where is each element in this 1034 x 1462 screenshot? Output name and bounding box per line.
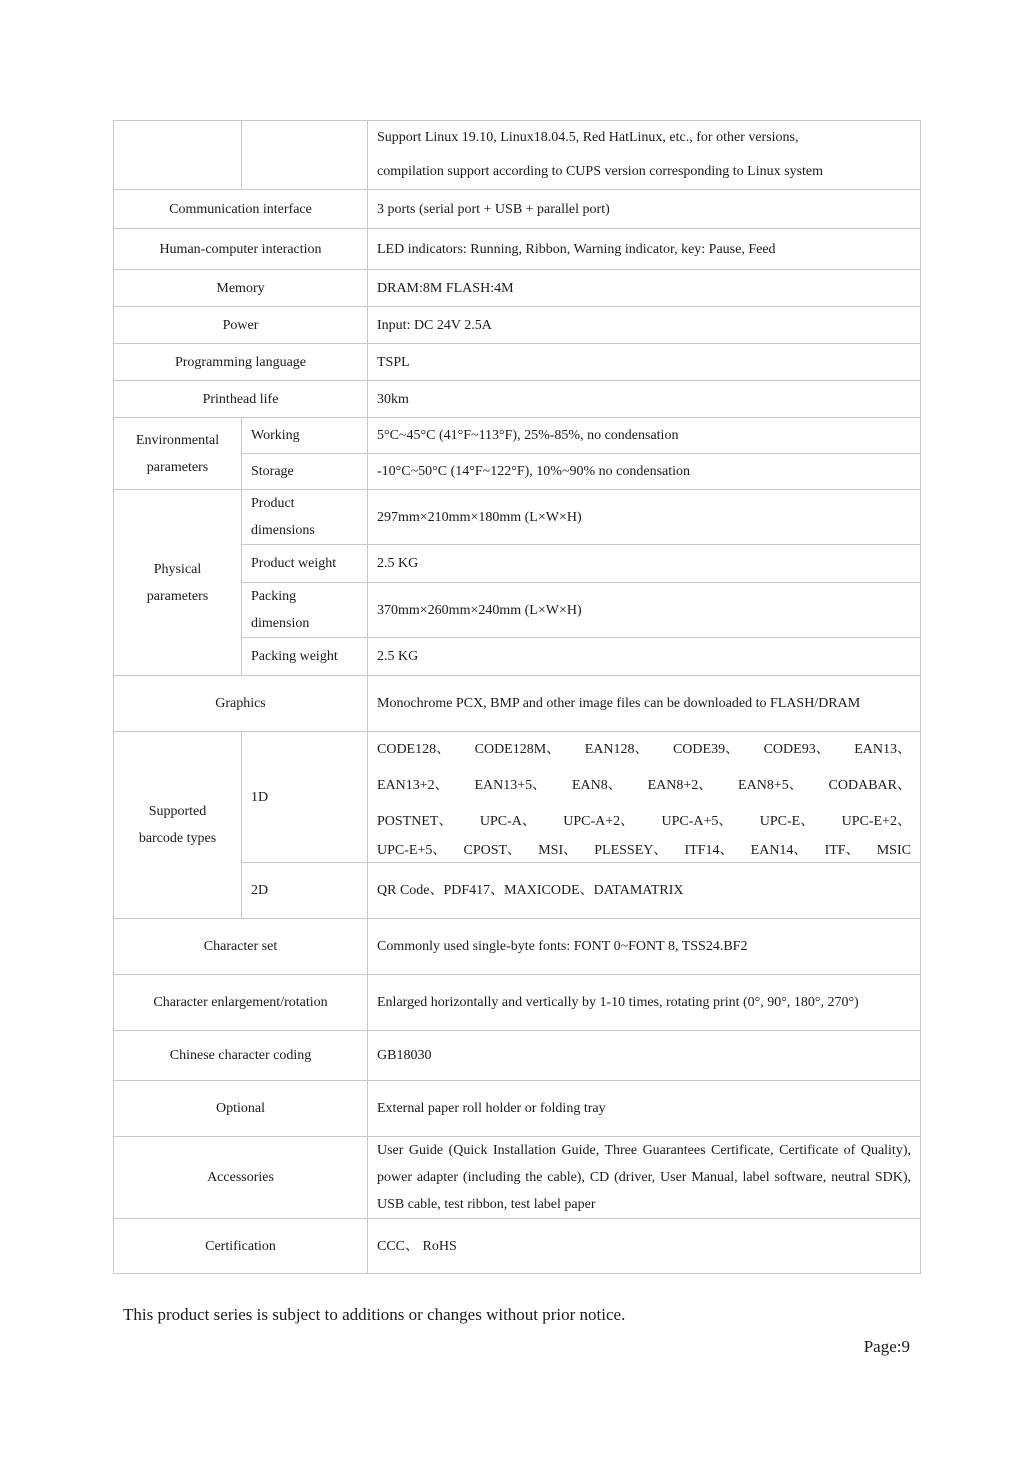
graphics-value: Monochrome PCX, BMP and other image files can be downloaded to FLASH/DRAM [368, 676, 921, 732]
barcode-item: UPC-E+5、 [377, 843, 447, 858]
hci-label: Human-computer interaction [114, 229, 368, 270]
env-label-line-1: Environmental [135, 432, 220, 448]
barcode-item: EAN8+5、 [738, 778, 803, 793]
barcode-item: ITF、 [824, 843, 860, 858]
spec-table [113, 120, 921, 1274]
enlarge-label: Character enlargement/rotation [114, 975, 368, 1031]
prog-label: Programming language [114, 344, 368, 381]
barcode-item: UPC-A+2、 [563, 814, 635, 829]
table-row [114, 676, 921, 732]
storage-label: Storage [242, 454, 368, 490]
packw-label: Packing weight [242, 638, 368, 676]
comm-label: Communication interface [114, 190, 368, 229]
table-row [114, 1031, 921, 1081]
os-support-line-2: compilation support according to CUPS version corresponding to Linux system [377, 164, 824, 179]
optional-value: External paper roll holder or folding tray [368, 1081, 921, 1137]
barcode-item: CODE39、 [672, 742, 740, 757]
barcode-item: CODE128M、 [474, 742, 561, 757]
chinese-value: GB18030 [368, 1031, 921, 1081]
empty-cell [114, 121, 242, 190]
os-support-value [368, 121, 921, 190]
power-label: Power [114, 307, 368, 344]
table-row [114, 381, 921, 418]
barcode-item: EAN13+5、 [474, 778, 547, 793]
dim-label-line-2: dimensions [251, 523, 315, 538]
prog-value: TSPL [368, 344, 921, 381]
barcode-item: EAN14、 [750, 843, 808, 858]
os-support-line-1: Support Linux 19.10, Linux18.04.5, Red HatLinux, etc., for other versions, [377, 130, 799, 145]
comm-value: 3 ports (serial port + USB + parallel port) [368, 190, 921, 229]
barcode-item: UPC-E、 [759, 814, 815, 829]
table-row [114, 344, 921, 381]
barcode-item: EAN13、 [854, 742, 911, 757]
barcode-item: CODE93、 [763, 742, 830, 757]
table-row [114, 307, 921, 344]
pack-label-line-1: Packing [251, 589, 297, 604]
pack-value: 370mm×260mm×240mm (L×W×H) [368, 583, 921, 638]
packw-value: 2.5 KG [368, 638, 921, 676]
table-row [114, 190, 921, 229]
barcode-item: POSTNET、 [377, 814, 453, 829]
chinese-label: Chinese character coding [114, 1031, 368, 1081]
empty-cell [242, 121, 368, 190]
footer-note: This product series is subject to additions or changes without prior notice. [123, 1305, 626, 1324]
printhead-value: 30km [368, 381, 921, 418]
phys-label [114, 490, 242, 676]
table-row [114, 418, 921, 454]
accessories-label: Accessories [114, 1137, 368, 1219]
barcode-line [377, 732, 911, 768]
certification-value: CCC、 RoHS [368, 1219, 921, 1274]
table-row [114, 732, 921, 863]
barcode-item: EAN128、 [584, 742, 649, 757]
table-row [114, 121, 921, 190]
env-label-line-2: parameters [146, 459, 209, 475]
dim-value: 297mm×210mm×180mm (L×W×H) [368, 490, 921, 545]
pack-label [242, 583, 368, 638]
optional-label: Optional [114, 1081, 368, 1137]
enlarge-value: Enlarged horizontally and vertically by 1-10 times, rotating print (0°, 90°, 180°, 270°) [368, 975, 921, 1031]
barcode-item: PLESSEY、 [594, 843, 668, 858]
table-row [114, 229, 921, 270]
table-row [114, 919, 921, 975]
phys-label-line-2: parameters [146, 588, 209, 604]
d1-label: 1D [242, 732, 368, 863]
weight-label: Product weight [242, 545, 368, 583]
d2-value: QR Code、PDF417、MAXICODE、DATAMATRIX [368, 863, 921, 919]
working-label: Working [242, 418, 368, 454]
d2-label: 2D [242, 863, 368, 919]
power-value: Input: DC 24V 2.5A [368, 307, 921, 344]
dim-label [242, 490, 368, 545]
barcode-item: MSIC [876, 843, 911, 858]
table-row [114, 1137, 921, 1219]
barcode-label-line-1: Supported [148, 804, 207, 819]
barcode-item: UPC-A+5、 [661, 814, 733, 829]
dim-label-line-1: Product [251, 496, 295, 511]
storage-value: -10°C~50°C (14°F~122°F), 10%~90% no condensation [368, 454, 921, 490]
charset-label: Character set [114, 919, 368, 975]
env-label [114, 418, 242, 490]
table-row [114, 1219, 921, 1274]
phys-label-line-1: Physical [153, 561, 202, 577]
barcode-item: EAN8+2、 [647, 778, 713, 793]
barcode-item: CODE128、 [377, 742, 451, 757]
barcode-line [377, 768, 911, 804]
graphics-label: Graphics [114, 676, 368, 732]
pack-label-line-2: dimension [251, 616, 310, 631]
table-row [114, 490, 921, 545]
memory-value: DRAM:8M FLASH:4M [368, 270, 921, 307]
table-row [114, 975, 921, 1031]
barcode-label-line-2: barcode types [138, 831, 217, 846]
hci-value: LED indicators: Running, Ribbon, Warning indicator, key: Pause, Feed [368, 229, 921, 270]
barcode-label [114, 732, 242, 919]
working-value: 5°C~45°C (41°F~113°F), 25%-85%, no condensation [368, 418, 921, 454]
d1-value [368, 732, 921, 863]
barcode-item: EAN13+2、 [377, 778, 449, 793]
table-row [114, 270, 921, 307]
barcode-item: CPOST、 [463, 843, 522, 858]
barcode-item: CODABAR、 [828, 778, 911, 793]
barcode-item: MSI、 [538, 843, 578, 858]
page-number: Page:9 [863, 1337, 910, 1356]
barcode-item: ITF14、 [684, 843, 734, 858]
charset-value: Commonly used single-byte fonts: FONT 0~FONT 8, TSS24.BF2 [368, 919, 921, 975]
weight-value: 2.5 KG [368, 545, 921, 583]
table-row [114, 1081, 921, 1137]
barcode-item: UPC-E+2、 [841, 814, 911, 829]
barcode-item: UPC-A、 [479, 814, 536, 829]
printhead-label: Printhead life [114, 381, 368, 418]
accessories-value: User Guide (Quick Installation Guide, Three Guarantees Certificate, Certificate of Quality), power adapter (including the cable), CD (driver, User Manual, label software, neutral SDK), USB cable, test ribbon, test label paper [368, 1137, 921, 1219]
barcode-item: EAN8、 [571, 778, 622, 793]
barcode-line [377, 804, 911, 840]
certification-label: Certification [114, 1219, 368, 1274]
barcode-line [377, 840, 911, 862]
memory-label: Memory [114, 270, 368, 307]
